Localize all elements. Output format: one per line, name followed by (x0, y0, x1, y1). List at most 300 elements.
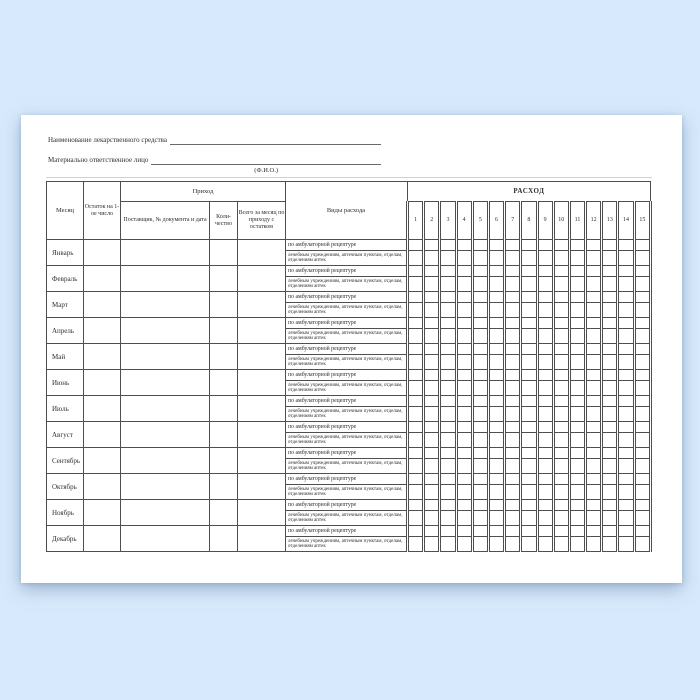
expense-day-cell (456, 511, 472, 526)
expense-day-cell (553, 329, 569, 344)
expense-day-cell (634, 318, 650, 329)
expense-day-cell (505, 396, 521, 407)
expense-day-cell (586, 474, 602, 485)
expense-day-cell (488, 329, 504, 344)
expense-day-cell (408, 266, 424, 277)
expense-day-cell (553, 407, 569, 422)
expense-day-cell (440, 381, 456, 396)
expense-type-outpatient: по амбулаторной рецептуре (286, 292, 408, 303)
quantity-cell (210, 474, 238, 500)
expense-day-cell (424, 318, 440, 329)
expense-day-cell (408, 537, 424, 552)
balance-cell (84, 526, 121, 552)
expense-day-cell (456, 500, 472, 511)
expense-day-cell (408, 240, 424, 251)
expense-day-cell (440, 433, 456, 448)
expense-day-cell (440, 355, 456, 370)
expense-day-cell (569, 537, 585, 552)
expense-day-cell (440, 344, 456, 355)
expense-day-cell (424, 526, 440, 537)
expense-day-cell (634, 329, 650, 344)
expense-type-outpatient: по амбулаторной рецептуре (286, 318, 408, 329)
expense-day-cell (569, 396, 585, 407)
expense-day-cell (488, 500, 504, 511)
expense-day-cell (618, 318, 634, 329)
expense-day-cell (586, 422, 602, 433)
balance-cell (84, 292, 121, 318)
expense-day-cell (424, 537, 440, 552)
expense-day-cell (408, 344, 424, 355)
supplier-cell (121, 500, 210, 526)
col-header-total: Всего за месяц по приходу с остатком (238, 202, 286, 240)
expense-day-cell (569, 251, 585, 266)
supplier-cell (121, 344, 210, 370)
expense-day-cell (408, 500, 424, 511)
expense-day-cell (472, 277, 488, 292)
expense-day-cell (537, 277, 553, 292)
expense-day-cell (537, 396, 553, 407)
expense-day-cell (408, 433, 424, 448)
quantity-cell (210, 396, 238, 422)
expense-day-cell (521, 355, 537, 370)
month-cell: Март (47, 292, 84, 318)
expense-day-cell (472, 396, 488, 407)
expense-day-cell (456, 292, 472, 303)
expense-day-cell (537, 433, 553, 448)
expense-day-cell (586, 266, 602, 277)
expense-day-cell (602, 433, 618, 448)
expense-day-cell (472, 537, 488, 552)
expense-day-cell (553, 396, 569, 407)
expense-day-cell (456, 344, 472, 355)
expense-day-cell (488, 433, 504, 448)
expense-day-cell (472, 355, 488, 370)
expense-day-cell (424, 422, 440, 433)
expense-day-cell (602, 318, 618, 329)
expense-day-cell (618, 433, 634, 448)
expense-day-cell (569, 370, 585, 381)
expense-day-cell (634, 459, 650, 474)
expense-day-cell (472, 459, 488, 474)
col-header-expense-group: РАСХОД (408, 182, 651, 202)
expense-day-cell (505, 370, 521, 381)
balance-cell (84, 396, 121, 422)
expense-day-cell (521, 474, 537, 485)
expense-day-cell (505, 318, 521, 329)
expense-day-cell (634, 396, 650, 407)
expense-day-cell (488, 292, 504, 303)
month-cell: Июнь (47, 370, 84, 396)
expense-day-cell (553, 277, 569, 292)
expense-day-cell (553, 292, 569, 303)
expense-day-cell (472, 329, 488, 344)
expense-day-cell (424, 266, 440, 277)
expense-day-cell (408, 422, 424, 433)
expense-day-cell (488, 422, 504, 433)
balance-cell (84, 370, 121, 396)
expense-day-cell (553, 370, 569, 381)
expense-day-cell (569, 422, 585, 433)
expense-type-institutions: лечебным учреждениям, аптечным пунктам, отделам, отделениям аптек (286, 355, 408, 370)
col-header-day-7: 7 (505, 202, 521, 240)
expense-day-cell (537, 329, 553, 344)
expense-day-cell (586, 448, 602, 459)
expense-day-cell (440, 474, 456, 485)
expense-day-cell (602, 396, 618, 407)
month-cell: Август (47, 422, 84, 448)
expense-day-cell (505, 500, 521, 511)
expense-type-outpatient: по амбулаторной рецептуре (286, 396, 408, 407)
expense-day-cell (440, 396, 456, 407)
expense-day-cell (602, 266, 618, 277)
expense-day-cell (521, 318, 537, 329)
expense-day-cell (408, 318, 424, 329)
expense-day-cell (440, 370, 456, 381)
quantity-cell (210, 240, 238, 266)
expense-day-cell (569, 433, 585, 448)
expense-day-cell (553, 537, 569, 552)
expense-day-cell (424, 433, 440, 448)
expense-day-cell (456, 459, 472, 474)
scan-artifact-line (46, 177, 652, 178)
expense-day-cell (440, 511, 456, 526)
expense-day-cell (586, 355, 602, 370)
expense-day-cell (408, 526, 424, 537)
expense-day-cell (586, 303, 602, 318)
balance-cell (84, 318, 121, 344)
expense-day-cell (472, 474, 488, 485)
expense-day-cell (586, 381, 602, 396)
expense-day-cell (521, 537, 537, 552)
expense-day-cell (440, 500, 456, 511)
expense-day-cell (505, 433, 521, 448)
expense-day-cell (602, 511, 618, 526)
expense-day-cell (537, 251, 553, 266)
expense-day-cell (408, 329, 424, 344)
balance-cell (84, 344, 121, 370)
expense-day-cell (537, 448, 553, 459)
expense-day-cell (602, 277, 618, 292)
expense-day-cell (521, 344, 537, 355)
expense-day-cell (505, 422, 521, 433)
expense-day-cell (472, 266, 488, 277)
expense-day-cell (553, 459, 569, 474)
expense-day-cell (521, 303, 537, 318)
responsible-person-blank-wrap (151, 157, 381, 174)
expense-day-cell (537, 318, 553, 329)
col-header-day-15: 15 (634, 202, 650, 240)
expense-day-cell (618, 277, 634, 292)
col-header-day-2: 2 (424, 202, 440, 240)
expense-day-cell (521, 500, 537, 511)
col-header-day-9: 9 (537, 202, 553, 240)
expense-type-outpatient: по амбулаторной рецептуре (286, 266, 408, 277)
expense-day-cell (424, 474, 440, 485)
balance-cell (84, 422, 121, 448)
expense-day-cell (505, 344, 521, 355)
expense-day-cell (424, 500, 440, 511)
expense-day-cell (553, 448, 569, 459)
expense-day-cell (586, 344, 602, 355)
expense-day-cell (456, 422, 472, 433)
expense-day-cell (408, 303, 424, 318)
total-cell (238, 292, 286, 318)
supplier-cell (121, 526, 210, 552)
total-cell (238, 448, 286, 474)
expense-day-cell (634, 240, 650, 251)
col-header-day-5: 5 (472, 202, 488, 240)
expense-day-cell (569, 511, 585, 526)
expense-type-outpatient: по амбулаторной рецептуре (286, 500, 408, 511)
expense-day-cell (408, 448, 424, 459)
expense-day-cell (488, 381, 504, 396)
expense-day-cell (618, 511, 634, 526)
expense-day-cell (569, 240, 585, 251)
col-header-day-1: 1 (408, 202, 424, 240)
expense-day-cell (440, 318, 456, 329)
expense-day-cell (472, 240, 488, 251)
expense-day-cell (408, 370, 424, 381)
expense-day-cell (488, 448, 504, 459)
expense-day-cell (586, 511, 602, 526)
expense-day-cell (456, 303, 472, 318)
expense-day-cell (440, 292, 456, 303)
expense-day-cell (472, 344, 488, 355)
fio-caption: (Ф.И.О.) (254, 167, 279, 174)
expense-day-cell (472, 292, 488, 303)
expense-day-cell (456, 407, 472, 422)
month-cell: Февраль (47, 266, 84, 292)
total-cell (238, 526, 286, 552)
expense-day-cell (521, 485, 537, 500)
expense-day-cell (488, 474, 504, 485)
col-header-day-8: 8 (521, 202, 537, 240)
supplier-cell (121, 474, 210, 500)
expense-day-cell (472, 500, 488, 511)
expense-day-cell (602, 344, 618, 355)
quantity-cell (210, 526, 238, 552)
total-cell (238, 318, 286, 344)
expense-day-cell (456, 251, 472, 266)
expense-day-cell (505, 474, 521, 485)
col-header-day-14: 14 (618, 202, 634, 240)
expense-day-cell (505, 355, 521, 370)
expense-day-cell (537, 240, 553, 251)
expense-day-cell (553, 433, 569, 448)
expense-day-cell (569, 329, 585, 344)
expense-day-cell (537, 381, 553, 396)
expense-day-cell (408, 485, 424, 500)
expense-day-cell (618, 355, 634, 370)
expense-day-cell (634, 266, 650, 277)
expense-day-cell (634, 303, 650, 318)
expense-day-cell (634, 355, 650, 370)
quantity-cell (210, 370, 238, 396)
expense-day-cell (634, 526, 650, 537)
expense-day-cell (618, 448, 634, 459)
col-header-day-4: 4 (456, 202, 472, 240)
responsible-person-label: Материально ответственное лицо (48, 156, 149, 164)
expense-day-cell (472, 407, 488, 422)
expense-day-cell (424, 485, 440, 500)
expense-day-cell (456, 537, 472, 552)
expense-type-institutions: лечебным учреждениям, аптечным пунктам, отделам, отделениям аптек (286, 433, 408, 448)
expense-day-cell (521, 266, 537, 277)
expense-day-cell (634, 485, 650, 500)
expense-day-cell (488, 318, 504, 329)
expense-day-cell (488, 485, 504, 500)
col-header-balance: Остаток на 1-ое число (84, 182, 121, 240)
expense-day-cell (424, 329, 440, 344)
expense-day-cell (569, 381, 585, 396)
month-cell: Ноябрь (47, 500, 84, 526)
expense-day-cell (472, 381, 488, 396)
expense-day-cell (488, 407, 504, 422)
expense-day-cell (488, 344, 504, 355)
expense-day-cell (488, 355, 504, 370)
expense-day-cell (553, 251, 569, 266)
expense-day-cell (456, 474, 472, 485)
expense-day-cell (537, 370, 553, 381)
expense-type-institutions: лечебным учреждениям, аптечным пунктам, отделам, отделениям аптек (286, 537, 408, 552)
expense-day-cell (569, 292, 585, 303)
expense-type-institutions: лечебным учреждениям, аптечным пунктам, отделам, отделениям аптек (286, 459, 408, 474)
expense-day-cell (488, 511, 504, 526)
expense-day-cell (440, 303, 456, 318)
expense-day-cell (553, 422, 569, 433)
expense-day-cell (634, 537, 650, 552)
supplier-cell (121, 396, 210, 422)
expense-day-cell (602, 292, 618, 303)
expense-day-cell (602, 407, 618, 422)
expense-day-cell (521, 526, 537, 537)
col-header-day-10: 10 (553, 202, 569, 240)
expense-day-cell (634, 370, 650, 381)
expense-day-cell (505, 251, 521, 266)
expense-day-cell (456, 526, 472, 537)
expense-day-cell (553, 500, 569, 511)
expense-day-cell (424, 240, 440, 251)
expense-day-cell (602, 474, 618, 485)
expense-day-cell (618, 240, 634, 251)
quantity-cell (210, 500, 238, 526)
expense-day-cell (586, 433, 602, 448)
col-header-month: Месяц (47, 182, 84, 240)
expense-day-cell (424, 459, 440, 474)
expense-day-cell (586, 370, 602, 381)
expense-day-cell (488, 251, 504, 266)
expense-day-cell (408, 459, 424, 474)
expense-day-cell (602, 459, 618, 474)
expense-day-cell (488, 459, 504, 474)
expense-day-cell (505, 526, 521, 537)
expense-day-cell (553, 485, 569, 500)
drug-name-label: Наименование лекарственного средства (48, 136, 168, 144)
expense-day-cell (586, 277, 602, 292)
form-header (48, 136, 381, 176)
quantity-cell (210, 448, 238, 474)
balance-cell (84, 474, 121, 500)
expense-day-cell (634, 511, 650, 526)
expense-day-cell (569, 448, 585, 459)
expense-day-cell (634, 407, 650, 422)
expense-day-cell (456, 396, 472, 407)
expense-day-cell (424, 277, 440, 292)
expense-day-cell (618, 303, 634, 318)
expense-day-cell (634, 251, 650, 266)
expense-day-cell (553, 381, 569, 396)
expense-day-cell (618, 500, 634, 511)
expense-day-cell (521, 277, 537, 292)
col-header-day-3: 3 (440, 202, 456, 240)
expense-day-cell (618, 407, 634, 422)
expense-day-cell (634, 292, 650, 303)
expense-day-cell (569, 526, 585, 537)
expense-day-cell (408, 277, 424, 292)
expense-day-cell (553, 511, 569, 526)
expense-day-cell (488, 396, 504, 407)
expense-day-cell (488, 526, 504, 537)
expense-day-cell (440, 266, 456, 277)
expense-day-cell (634, 448, 650, 459)
quantity-cell (210, 266, 238, 292)
expense-type-outpatient: по амбулаторной рецептуре (286, 240, 408, 251)
expense-day-cell (472, 526, 488, 537)
expense-day-cell (521, 240, 537, 251)
total-cell (238, 240, 286, 266)
expense-day-cell (488, 277, 504, 292)
total-cell (238, 344, 286, 370)
expense-type-outpatient: по амбулаторной рецептуре (286, 370, 408, 381)
month-cell: Апрель (47, 318, 84, 344)
expense-day-cell (586, 329, 602, 344)
expense-day-cell (634, 433, 650, 448)
expense-day-cell (586, 292, 602, 303)
expense-day-cell (569, 407, 585, 422)
expense-day-cell (537, 526, 553, 537)
total-cell (238, 266, 286, 292)
expense-day-cell (602, 422, 618, 433)
expense-day-cell (618, 292, 634, 303)
expense-day-cell (472, 422, 488, 433)
expense-day-cell (505, 292, 521, 303)
expense-day-cell (618, 251, 634, 266)
expense-day-cell (586, 500, 602, 511)
expense-day-cell (586, 318, 602, 329)
form-line-responsible-person (48, 156, 381, 174)
expense-day-cell (521, 292, 537, 303)
expense-day-cell (634, 422, 650, 433)
expense-day-cell (618, 329, 634, 344)
month-cell: Май (47, 344, 84, 370)
expense-day-cell (505, 511, 521, 526)
expense-day-cell (440, 526, 456, 537)
expense-day-cell (537, 459, 553, 474)
expense-day-cell (618, 266, 634, 277)
quantity-cell (210, 422, 238, 448)
expense-day-cell (424, 303, 440, 318)
balance-cell (84, 500, 121, 526)
expense-day-cell (586, 407, 602, 422)
total-cell (238, 396, 286, 422)
expense-day-cell (472, 448, 488, 459)
expense-day-cell (521, 251, 537, 266)
expense-day-cell (553, 303, 569, 318)
expense-day-cell (456, 277, 472, 292)
expense-day-cell (472, 485, 488, 500)
expense-day-cell (537, 344, 553, 355)
balance-cell (84, 266, 121, 292)
